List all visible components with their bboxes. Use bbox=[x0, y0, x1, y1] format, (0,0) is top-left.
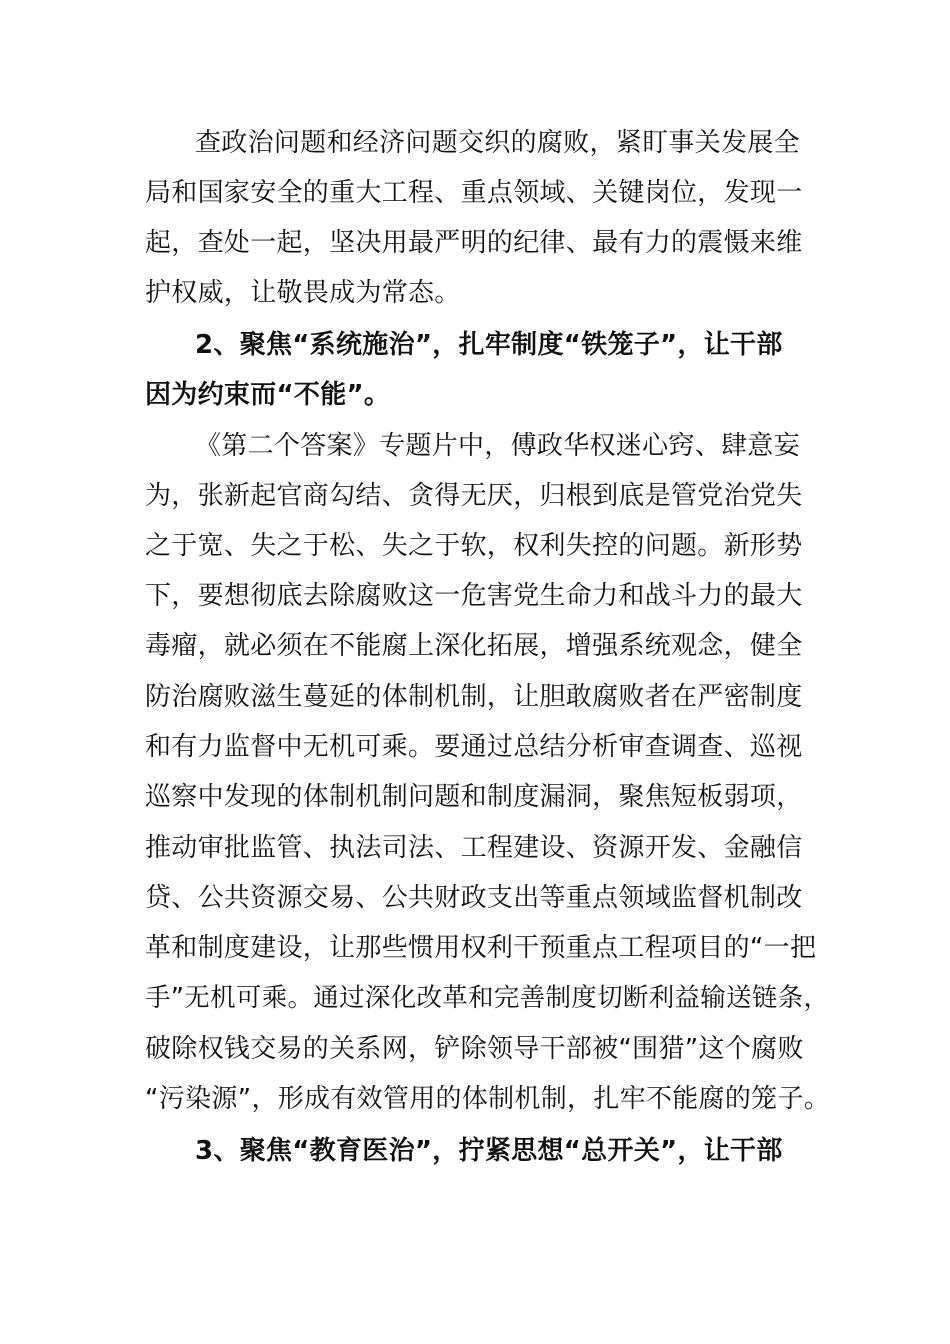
section-heading-2-line-2: 因为约束而“不能”。 bbox=[145, 380, 391, 410]
paragraph-line-3: 起，查处一起，坚决用最严明的纪律、最有力的震慑来维 bbox=[145, 228, 803, 258]
paragraph-line-19: 破除权钱交易的关系网，铲除领导干部被“围猎”这个腐败 bbox=[145, 1034, 804, 1064]
paragraph-line-11: 毒瘤，就必须在不能腐上深化拓展，增强系统观念，健全 bbox=[145, 631, 803, 661]
paragraph-line-18: 手”无机可乘。通过深化改革和完善制度切断利益输送链条， bbox=[145, 983, 830, 1013]
paragraph-line-4: 护权威，让敬畏成为常态。 bbox=[145, 278, 461, 308]
paragraph-line-7: 《第二个答案》专题片中，傅政华权迷心窍、肆意妄 bbox=[195, 431, 800, 461]
section-heading-3-line-1: 3、聚焦“教育医治”，拧紧思想“总开关”，让干部 bbox=[195, 1136, 783, 1166]
paragraph-line-17: 革和制度建设，让那些惯用权利干预重点工程项目的“一把 bbox=[145, 933, 817, 963]
paragraph-line-13: 和有力监督中无机可乘。要通过总结分析审查调查、巡视 bbox=[145, 732, 803, 762]
paragraph-line-15: 推动审批监管、执法司法、工程建设、资源开发、金融信 bbox=[145, 833, 803, 863]
paragraph-line-1: 查政治问题和经济问题交织的腐败，紧盯事关发展全 bbox=[195, 128, 800, 158]
section-heading-2-line-1: 2、聚焦“系统施治”，扎牢制度“铁笼子”，让干部 bbox=[195, 330, 783, 360]
paragraph-line-12: 防治腐败滋生蔓延的体制机制，让胆敢腐败者在严密制度 bbox=[145, 682, 803, 712]
paragraph-line-8: 为，张新起官商勾结、贪得无厌，归根到底是管党治党失 bbox=[145, 481, 803, 511]
paragraph-line-20: “污染源”，形成有效管用的体制机制，扎牢不能腐的笼子。 bbox=[145, 1084, 831, 1114]
paragraph-line-16: 贷、公共资源交易、公共财政支出等重点领域监督机制改 bbox=[145, 883, 803, 913]
paragraph-line-14: 巡察中发现的体制机制问题和制度漏洞，聚焦短板弱项， bbox=[145, 782, 803, 812]
paragraph-line-2: 局和国家安全的重大工程、重点领域、关键岗位，发现一 bbox=[145, 178, 803, 208]
paragraph-line-9: 之于宽、失之于松、失之于软，权利失控的问题。新形势 bbox=[145, 531, 803, 561]
paragraph-line-10: 下，要想彻底去除腐败这一危害党生命力和战斗力的最大 bbox=[145, 581, 803, 611]
